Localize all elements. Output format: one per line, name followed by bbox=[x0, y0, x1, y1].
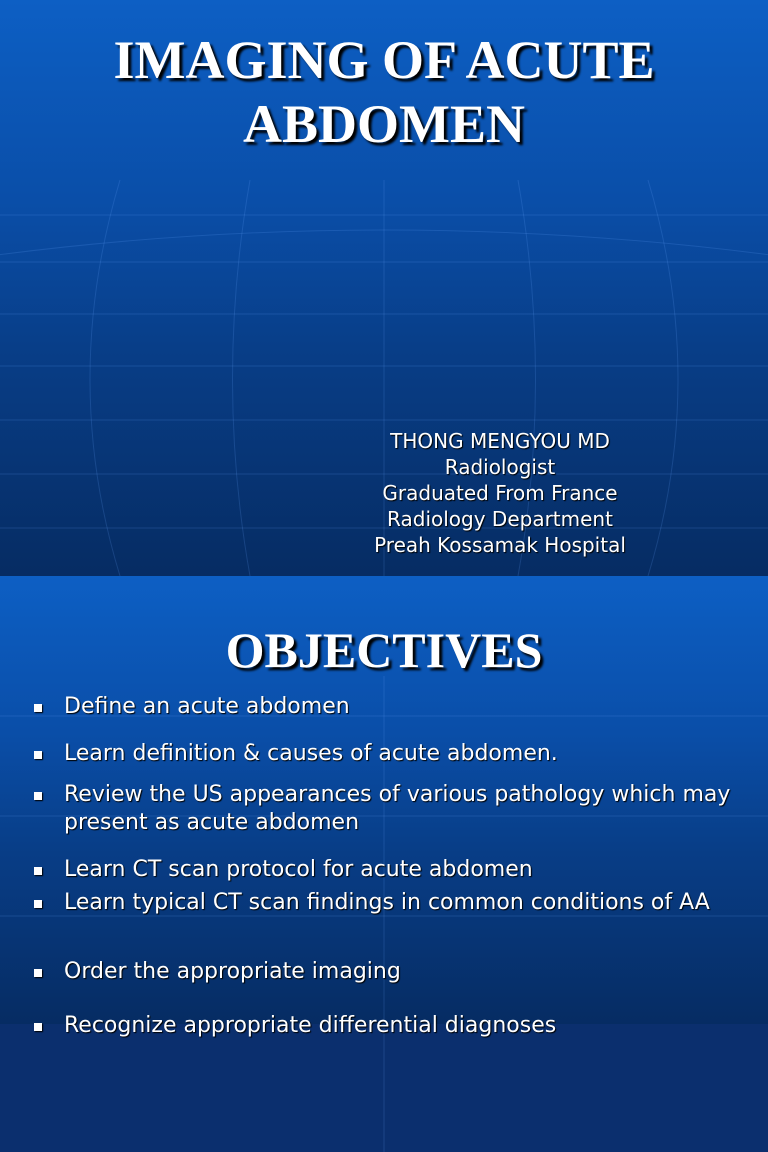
square-bullet-icon bbox=[34, 751, 42, 759]
list-item: Define an acute abdomen bbox=[34, 693, 734, 721]
objectives-list bbox=[0, 576, 768, 1038]
author-role: Radiologist bbox=[444, 455, 556, 479]
slide-title: OBJECTIVES bbox=[225, 622, 543, 678]
square-bullet-icon bbox=[34, 1023, 42, 1031]
list-item: Learn CT scan protocol for acute abdomen bbox=[34, 856, 734, 884]
author-block bbox=[300, 428, 700, 558]
slide-title: IMAGING OF ACUTE ABDOMEN bbox=[113, 30, 655, 154]
list-item: Learn typical CT scan findings in common conditions of AA bbox=[34, 889, 734, 917]
square-bullet-icon bbox=[34, 792, 42, 800]
square-bullet-icon bbox=[34, 900, 42, 908]
list-item: Order the appropriate imaging bbox=[34, 958, 734, 986]
author-hospital: Preah Kossamak Hospital bbox=[374, 533, 626, 557]
author-education: Graduated From France bbox=[382, 481, 618, 505]
square-bullet-icon bbox=[34, 704, 42, 712]
square-bullet-icon bbox=[34, 867, 42, 875]
square-bullet-icon bbox=[34, 969, 42, 977]
list-item: Review the US appearances of various pathology which may present as acute abdomen bbox=[34, 781, 734, 837]
objectives-slide bbox=[0, 576, 768, 1038]
list-item: Learn definition & causes of acute abdomen. bbox=[34, 740, 734, 768]
list-item: Recognize appropriate differential diagnoses bbox=[34, 1012, 734, 1040]
author-department: Radiology Department bbox=[387, 507, 613, 531]
author-name: THONG MENGYOU MD bbox=[390, 429, 610, 453]
